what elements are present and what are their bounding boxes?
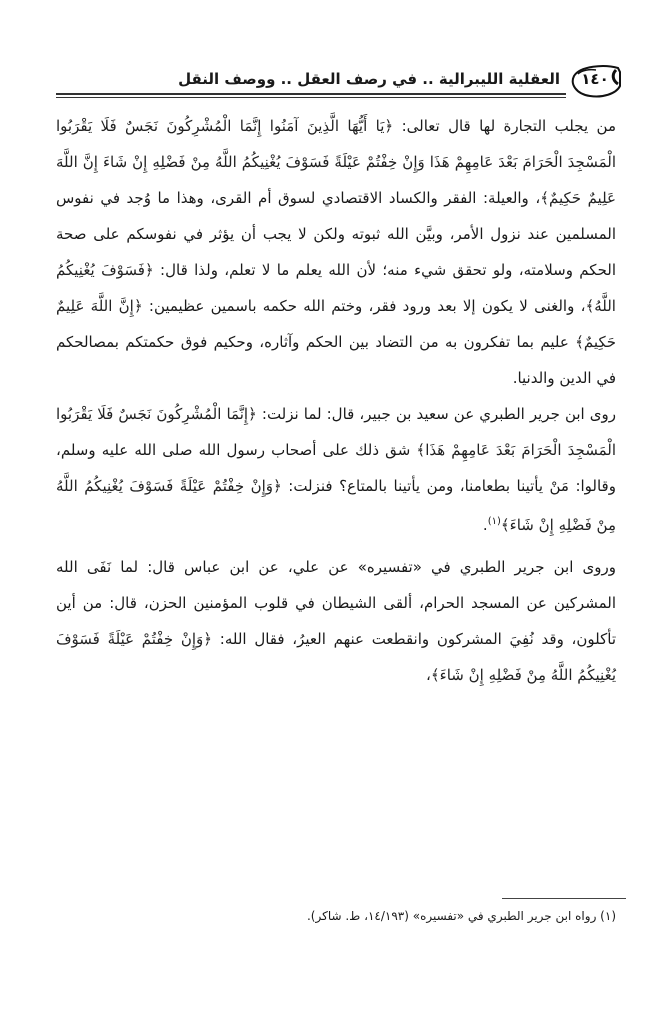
text-run: شق ذلك على أصحاب رسول الله صلى الله عليه وسلم، وقالوا: مَنْ يأتينا بطعامنا، ومن يأتينا بالمتاع؟ فنزلت: <box>56 441 616 495</box>
text-run: روى ابن جرير الطبري عن سعيد بن جبير، قال: لما نزلت: <box>256 405 616 423</box>
paragraph <box>56 549 616 693</box>
quran-verse: ﴿وَإِنْ خِفْتُمْ عَيْلَةً فَسَوْفَ يُغْنِيكُمُ اللَّهُ مِنْ فَضْلِهِ إِنْ شَاءَ﴾ <box>56 630 616 684</box>
text-run: ، والعيلة: الفقر والكساد الاقتصادي لسوق أم القرى، وهذا ما وُجد في نفوس المسلمين عند نزول الأمر، وبيَّن الله ثبوته ولكن لا يجب أن يؤثر في نفوسكم على صحة الحكم وسلامته، ولو تحقق شيء منه؛ لأن الله يعلم ما لا تعلم، ولذا قال: <box>56 189 616 279</box>
footnote: (١) رواه ابن جرير الطبري في «تفسيره» (١٤/١٩٣، ط. شاكر). <box>306 909 616 923</box>
footnote-reference[interactable]: (١) <box>487 516 501 527</box>
quran-verse: ﴿فَسَوْفَ يُغْنِيكُمُ اللَّهُ﴾ <box>56 261 616 315</box>
text-run: عليم بما تفكرون به من التضاد بين الحكم وآثاره، وحكيم فوق حكمتكم بمصالحكم في الدين والدنيا. <box>56 333 616 387</box>
paragraph <box>56 108 616 396</box>
quran-verse: ﴿إِنَّمَا الْمُشْرِكُونَ نَجَسٌ فَلَا يَقْرَبُوا الْمَسْجِدَ الْحَرَامَ بَعْدَ عَامِهِمْ هَذَا﴾ <box>56 405 616 459</box>
text-run: ، والغنى لا يكون إلا بعد ورود فقر، وختم الله حكمه باسمين عظيمين: <box>142 297 586 315</box>
quran-verse: ﴿يَا أَيُّهَا الَّذِينَ آمَنُوا إِنَّمَا الْمُشْرِكُونَ نَجَسٌ فَلَا يَقْرَبُوا الْمَسْجِدَ الْحَرَامَ بَعْدَ عَامِهِمْ هَذَا وَإِنْ خِفْتُمْ عَيْلَةً فَسَوْفَ يُغْنِيكُمُ اللَّهُ مِنْ فَضْلِهِ إِنْ شَاءَ إِنَّ اللَّهَ عَلِيمٌ حَكِيمٌ﴾ <box>56 117 616 207</box>
text-run: ، <box>426 666 431 684</box>
page-number: ١٤٠ <box>581 70 609 88</box>
text-run: من يجلب التجارة لها قال تعالى: <box>393 117 616 135</box>
footnote-divider <box>502 898 626 899</box>
header-divider <box>56 93 566 98</box>
running-title: العقلية الليبرالية .. في رصف العقل .. ووصف النقل <box>178 70 560 88</box>
text-run: وروى ابن جرير الطبري في «تفسيره» عن علي، عن ابن عباس قال: لما نَفَى الله المشركين عن المسجد الحرام، ألقى الشيطان في قلوب المؤمنين الحزن، قال: من أين تأكلون، وقد نُفِيَ المشركون وانقطعت عنهم العيرُ، فقال الله: <box>56 558 616 648</box>
page-header <box>56 62 616 102</box>
quran-verse: ﴿إِنَّ اللَّهَ عَلِيمٌ حَكِيمٌ﴾ <box>56 297 616 351</box>
text-run: . <box>482 516 488 534</box>
quran-verse: ﴿وَإِنْ خِفْتُمْ عَيْلَةً فَسَوْفَ يُغْنِيكُمُ اللَّهُ مِنْ فَضْلِهِ إِنْ شَاءَ﴾ <box>56 477 616 534</box>
main-text <box>56 108 616 693</box>
paragraph <box>56 396 616 543</box>
